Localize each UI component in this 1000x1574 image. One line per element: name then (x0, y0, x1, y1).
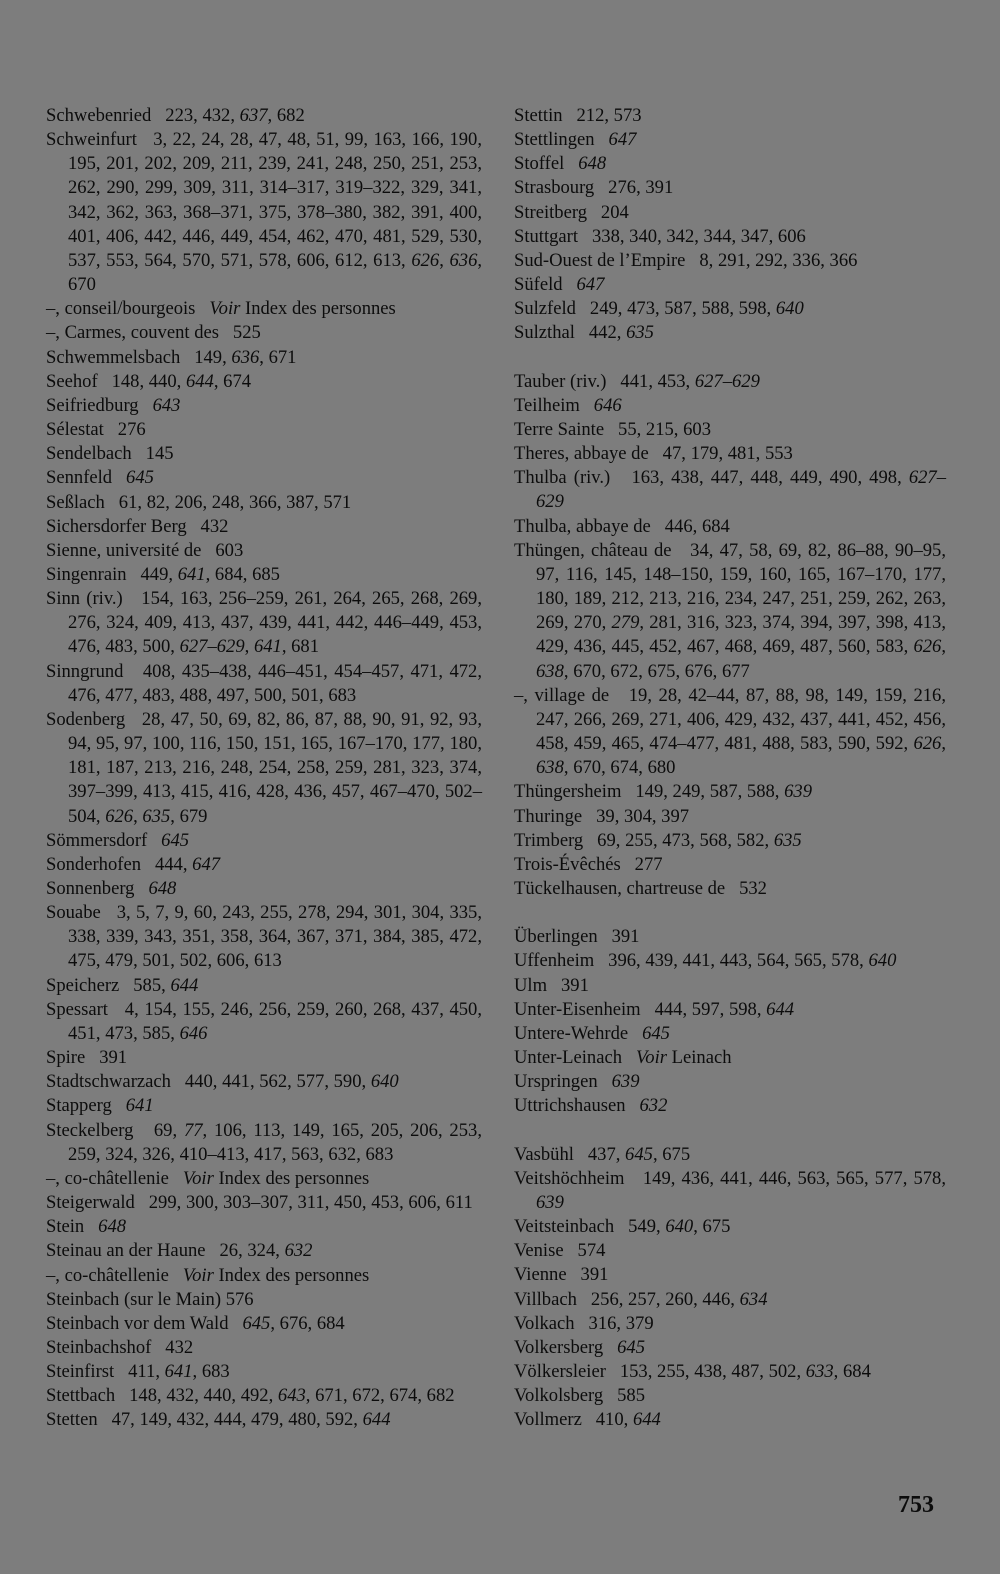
index-entry: Veitshöchheim 149, 436, 441, 446, 563, 565, 577, 578, 639 (514, 1167, 946, 1213)
index-entry: Sendelbach 145 (46, 443, 174, 465)
index-entry: Urspringen 639 (514, 1071, 640, 1093)
index-entry: Spire 391 (46, 1047, 128, 1069)
index-entry: Thulba (riv.) 163, 438, 447, 448, 449, 490, 498, 627–629 (514, 467, 946, 513)
index-entry: Trois-Évêchés 277 (514, 853, 663, 875)
index-entry: Unter-Eisenheim 444, 597, 598, 644 (514, 998, 795, 1020)
index-entry: Schweinfurt 3, 22, 24, 28, 47, 48, 51, 99, 163, 166, 190, 195, 201, 202, 209, 211, 239, 241, 248, 250, 251, 253, 262, 290, 299, 309, 311, 314–317, 319–322, 329, 341, 342, 362, 363, 368–371, 375, 378–380, 382, 391, 400, 401, 406, 442, 446, 449, 454, 462, 470, 481, 529, 530, 537, 553, 564, 570, 571, 578, 606, 612, 613, 626, 636, 670 (46, 129, 483, 296)
letter-section-gap (514, 346, 946, 370)
index-entry: Steinbach vor dem Wald 645, 676, 684 (46, 1312, 345, 1334)
index-entry: Uttrichshausen 632 (514, 1095, 668, 1117)
index-entry: Sulzfeld 249, 473, 587, 588, 598, 640 (514, 298, 804, 320)
index-entry: Stapperg 641 (46, 1095, 154, 1117)
letter-section-gap (514, 901, 946, 925)
index-entry: Souabe 3, 5, 7, 9, 60, 243, 255, 278, 294, 301, 304, 335, 338, 339, 343, 351, 358, 364, 367, 371, 384, 385, 472, 475, 479, 501, 502, 606, 613 (46, 902, 482, 972)
index-column-right (514, 104, 946, 1433)
index-entry: Stuttgart 338, 340, 342, 344, 347, 606 (514, 225, 806, 247)
index-entry: Vienne 391 (514, 1264, 609, 1286)
index-entry: Sonderhofen 444, 647 (46, 853, 221, 875)
index-entry: Strasbourg 276, 391 (514, 177, 674, 199)
index-entry: Stettlingen 647 (514, 129, 637, 151)
index-entry: –, co-châtellenie Voir Index des personnes (46, 1264, 370, 1286)
index-entry: Theres, abbaye de 47, 179, 481, 553 (514, 443, 793, 465)
index-entry: Sodenberg 28, 47, 50, 69, 82, 86, 87, 88, 90, 91, 92, 93, 94, 95, 97, 100, 116, 150, 151, 165, 167–170, 177, 180, 181, 187, 213, 216, 248, 254, 258, 259, 281, 323, 374, 397–399, 413, 415, 416, 428, 436, 457, 467–470, 502–504, 626, 635, 679 (46, 708, 482, 827)
index-entry: Stetten 47, 149, 432, 444, 479, 480, 592, 644 (46, 1409, 391, 1431)
index-entry: Überlingen 391 (514, 926, 640, 948)
index-entry: Sennfeld 645 (46, 467, 154, 489)
index-entry: Teilheim 646 (514, 394, 622, 416)
index-column-left (46, 104, 482, 1433)
index-entry: Sömmersdorf 645 (46, 829, 190, 851)
index-entry: Seßlach 61, 82, 206, 248, 366, 387, 571 (46, 491, 352, 513)
index-entry: Steinau an der Haune 26, 324, 632 (46, 1240, 313, 1262)
index-entry: Thüngersheim 149, 249, 587, 588, 639 (514, 781, 812, 803)
index-entry: Vollmerz 410, 644 (514, 1409, 661, 1431)
index-entry: Untere-Wehrde 645 (514, 1022, 670, 1044)
index-entry: –, Carmes, couvent des 525 (46, 322, 261, 344)
index-entry: Steigerwald 299, 300, 303–307, 311, 450, 453, 606, 611 (46, 1192, 473, 1214)
index-entry: Streitberg 204 (514, 201, 629, 223)
index-entry: Thuringe 39, 304, 397 (514, 805, 690, 827)
index-entry: Steckelberg 69, 77, 106, 113, 149, 165, 205, 206, 253, 259, 324, 326, 410–413, 417, 563, 632, 683 (46, 1119, 482, 1165)
index-entry: Volkolsberg 585 (514, 1385, 646, 1407)
index-entry: Trimberg 69, 255, 473, 568, 582, 635 (514, 829, 802, 851)
index-entry: Ulm 391 (514, 974, 589, 996)
index-entry: Süfeld 647 (514, 274, 605, 296)
index-entry: Sinn (riv.) 154, 163, 256–259, 261, 264, 265, 268, 269, 276, 324, 409, 413, 437, 439, 441, 442, 446–449, 453, 476, 483, 500, 627–629, 641, 681 (46, 588, 482, 658)
index-entry: Sonnenberg 648 (46, 878, 177, 899)
index-entry: Stadtschwarzach 440, 441, 562, 577, 590, 640 (46, 1071, 399, 1093)
index-entry: Tauber (riv.) 441, 453, 627–629 (514, 370, 760, 392)
index-entry: Schwemmelsbach 149, 636, 671 (46, 346, 297, 368)
index-entry: Sienne, université de 603 (46, 539, 244, 561)
index-entry: Stettbach 148, 432, 440, 492, 643, 671, 672, 674, 682 (46, 1385, 455, 1407)
index-entry: Völkersleier 153, 255, 438, 487, 502, 633, 684 (514, 1361, 871, 1383)
index-entry: Venise 574 (514, 1240, 606, 1262)
letter-section-gap (514, 1119, 946, 1143)
index-entry: Veitsteinbach 549, 640, 675 (514, 1216, 731, 1238)
index-entry: Vasbühl 437, 645, 675 (514, 1143, 691, 1165)
page-number: 753 (898, 1492, 934, 1518)
index-entry: Stettin 212, 573 (514, 105, 642, 126)
index-entry: Speicherz 585, 644 (46, 974, 199, 996)
index-entry: Sulzthal 442, 635 (514, 322, 654, 344)
index-entry: Thulba, abbaye de 446, 684 (514, 515, 730, 537)
index-entry: Tückelhausen, chartreuse de 532 (514, 877, 767, 899)
index-entry: Terre Sainte 55, 215, 603 (514, 419, 711, 441)
index-entry: Schwebenried 223, 432, 637, 682 (46, 105, 305, 126)
index-entry: Steinfirst 411, 641, 683 (46, 1361, 230, 1383)
index-entry: Stein 648 (46, 1216, 127, 1238)
index-entry: Unter-Leinach Voir Leinach (514, 1047, 732, 1069)
index-entry: Seifriedburg 643 (46, 394, 181, 416)
index-entry: Steinbach (sur le Main) 576 (46, 1288, 254, 1310)
index-entry: Volkersberg 645 (514, 1336, 646, 1358)
index-entry: Stoffel 648 (514, 153, 607, 175)
index-entry: Spessart 4, 154, 155, 246, 256, 259, 260, 268, 437, 450, 451, 473, 585, 646 (46, 998, 482, 1044)
index-entry: Sichersdorfer Berg 432 (46, 515, 229, 537)
index-entry: Villbach 256, 257, 260, 446, 634 (514, 1288, 768, 1310)
index-entry: Sélestat 276 (46, 419, 146, 441)
index-entry: –, conseil/bourgeois Voir Index des personnes (46, 298, 396, 320)
index-entry: Seehof 148, 440, 644, 674 (46, 370, 252, 392)
index-entry: Steinbachshof 432 (46, 1336, 194, 1358)
index-entry: Sud-Ouest de l’Empire 8, 291, 292, 336, 366 (514, 249, 858, 271)
index-entry: Thüngen, château de 34, 47, 58, 69, 82, 86–88, 90–95, 97, 116, 145, 148–150, 159, 160, 165, 167–170, 177, 180, 189, 212, 213, 216, 234, 247, 251, 259, 262, 263, 269, 270, 279, 281, 316, 323, 374, 394, 397, 398, 413, 429, 436, 445, 452, 467, 468, 469, 487, 560, 583, 626, 638, 670, 672, 675, 676, 677 (514, 539, 947, 682)
index-entry: –, village de 19, 28, 42–44, 87, 88, 98, 149, 159, 216, 247, 266, 269, 271, 406, 429, 432, 437, 441, 452, 456, 458, 459, 465, 474–477, 481, 488, 583, 590, 592, 626, 638, 670, 674, 680 (514, 684, 946, 779)
index-entry: Uffenheim 396, 439, 441, 443, 564, 565, 578, 640 (514, 950, 897, 972)
index-entry: Sinngrund 408, 435–438, 446–451, 454–457, 471, 472, 476, 477, 483, 488, 497, 500, 501, 683 (46, 660, 482, 706)
index-entry: Singenrain 449, 641, 684, 685 (46, 563, 280, 585)
index-entry: Volkach 316, 379 (514, 1312, 654, 1334)
index-entry: –, co-châtellenie Voir Index des personnes (46, 1167, 370, 1189)
